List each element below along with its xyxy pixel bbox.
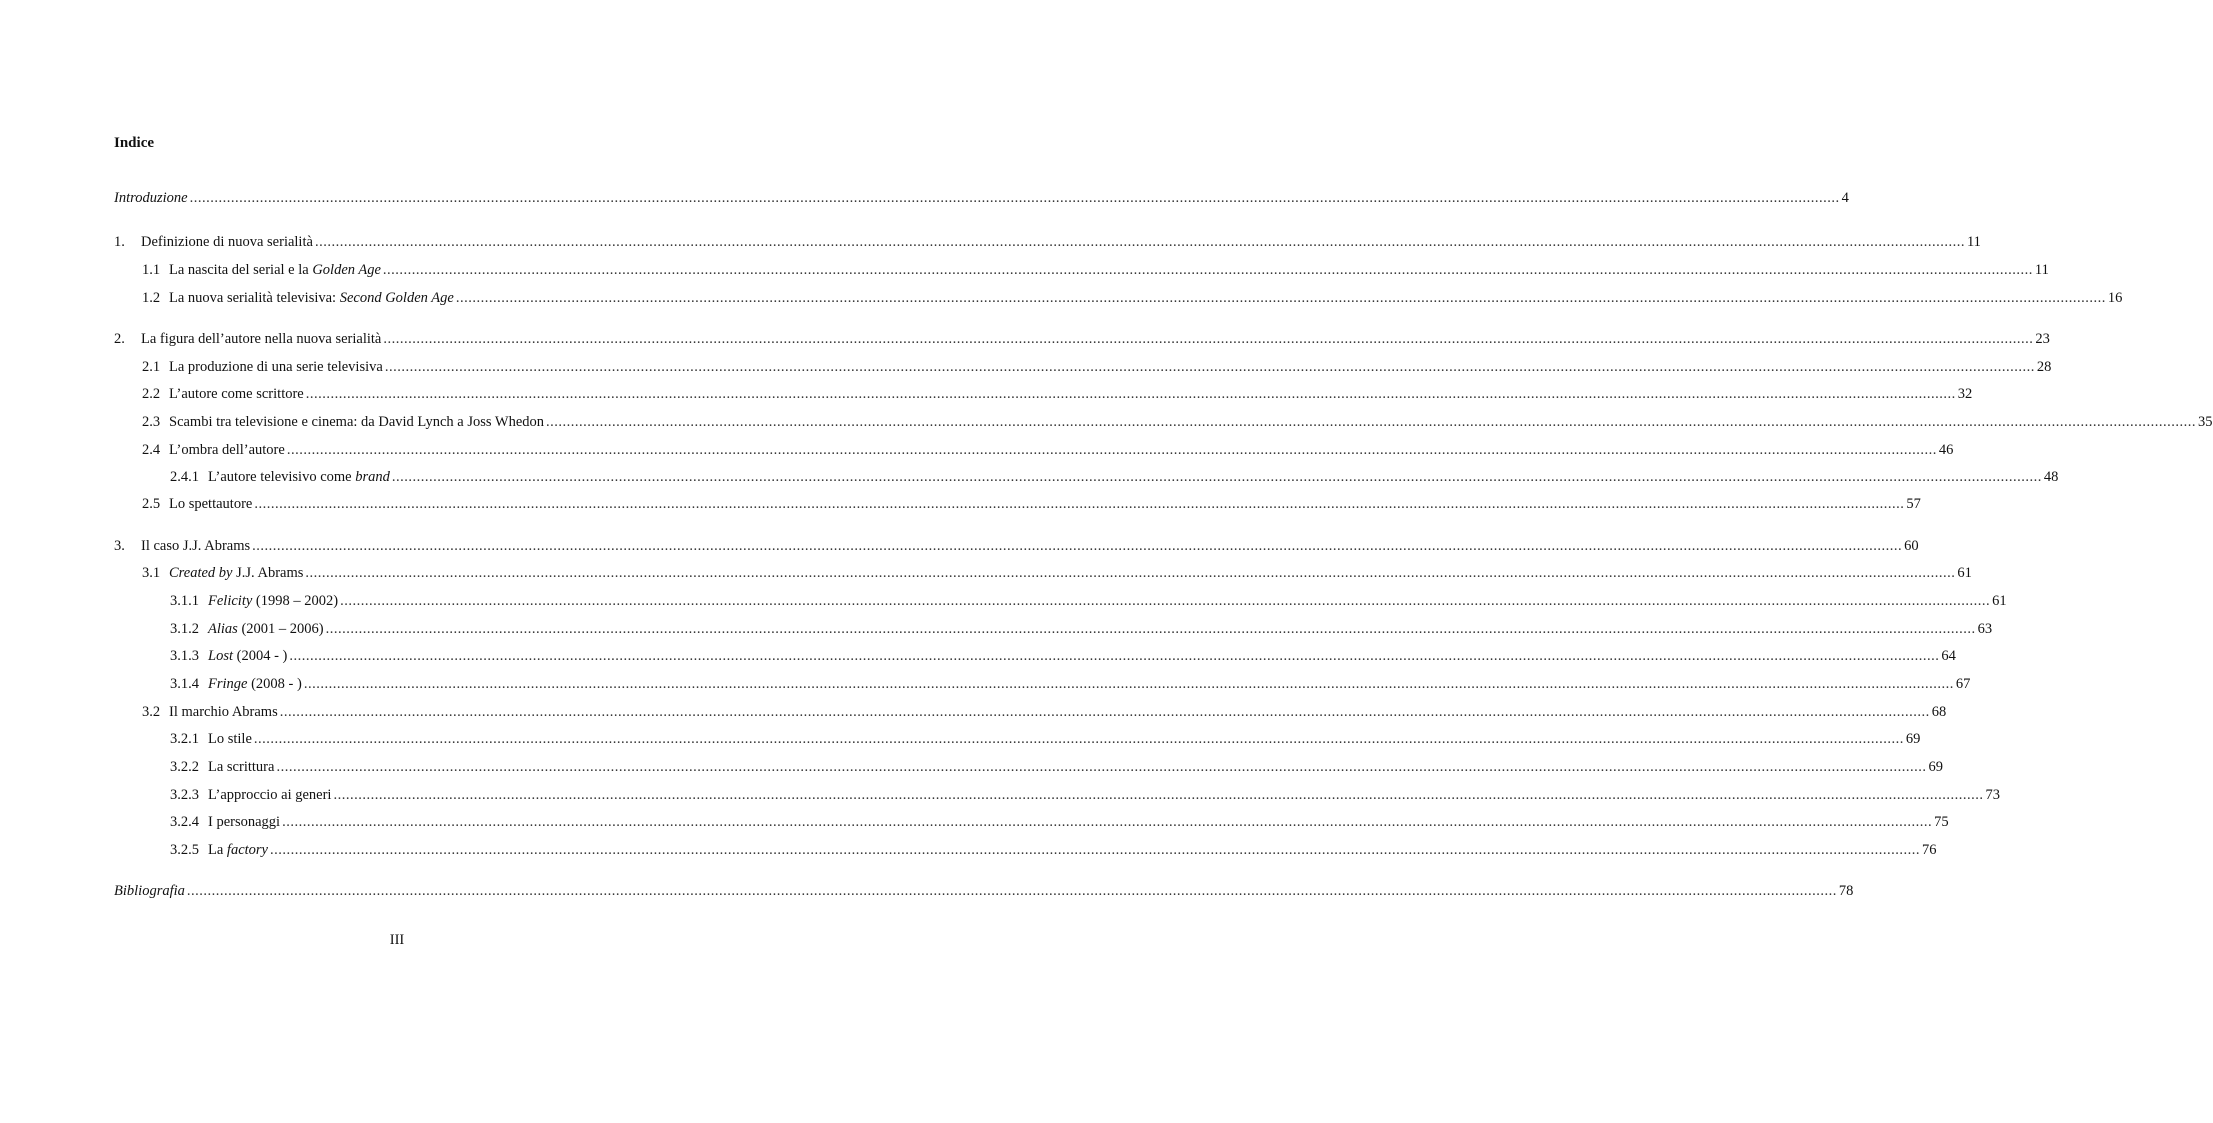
toc-entry-title [141, 536, 250, 556]
toc-entry-number: 3.2.5 [170, 842, 199, 858]
toc-entry-number: 3.2.1 [170, 731, 199, 747]
toc-entry-page: 11 [1966, 234, 1981, 250]
toc-entry-title-part: Definizione di nuova serialità [141, 234, 313, 250]
toc-entry [0, 260, 2049, 280]
toc-entry-title-part: L’approccio ai generi [208, 787, 332, 803]
page-title: Indice [114, 135, 155, 151]
toc-entry-title-part: Fringe [208, 676, 248, 692]
toc-entry-title-part: Golden Age [312, 262, 381, 278]
toc-entry [0, 412, 2213, 432]
toc-entry-title [169, 412, 544, 432]
toc-entry-title [208, 812, 280, 832]
dot-leader: ................................................................................................................................................................................................................................................................................................................................................................................................................ [253, 731, 1904, 747]
toc-entry [0, 702, 1947, 722]
toc-entry-title-part: brand [355, 469, 390, 485]
toc-entry [0, 536, 1919, 556]
toc-entry-title [141, 329, 381, 349]
toc-entry-title [208, 785, 331, 805]
toc-entry-title-part: I personaggi [208, 814, 281, 830]
toc-entry-title-part: Lo spettautore [169, 496, 253, 512]
toc-entry [0, 329, 2050, 349]
toc-entry-page: 16 [2107, 290, 2123, 306]
toc-entry-title [208, 729, 252, 749]
dot-leader: ................................................................................................................................................................................................................................................................................................................................................................................................................ [189, 190, 1840, 206]
toc-entry-number: 3.2.2 [170, 759, 199, 775]
dot-leader: ................................................................................................................................................................................................................................................................................................................................................................................................................ [279, 704, 1930, 720]
toc-entry-number: 3.2.4 [170, 814, 199, 830]
toc-entry-number: 2.1 [142, 359, 161, 375]
toc-entry-title [169, 563, 303, 583]
toc-entry [0, 840, 1937, 860]
toc-entry-title [169, 288, 454, 308]
toc-entry-page: 75 [1934, 814, 1949, 830]
toc-entry-number: 3.1 [142, 565, 161, 581]
toc-entry-title-part: Felicity [208, 593, 253, 609]
toc-entry [0, 812, 1949, 832]
toc-entry-title-part: Scambi tra televisione e cinema: da David Lynch a Joss Whedon [169, 414, 545, 430]
toc-entry [0, 494, 1921, 514]
toc-entry-title [169, 357, 383, 377]
dot-leader: ................................................................................................................................................................................................................................................................................................................................................................................................................ [314, 234, 1965, 250]
dot-leader: ................................................................................................................................................................................................................................................................................................................................................................................................................ [276, 759, 1927, 775]
toc-entry-page: 61 [1992, 593, 2007, 609]
toc-entry [0, 232, 1981, 252]
toc-entry-title-part: L’ombra dell’autore [169, 442, 285, 458]
toc-entry-title-part: La figura dell’autore nella nuova serialità [141, 331, 382, 347]
page-number: III [389, 932, 405, 948]
toc-entry [0, 563, 1972, 583]
dot-leader: ................................................................................................................................................................................................................................................................................................................................................................................................................ [286, 442, 1937, 458]
toc-entry-page: 73 [1985, 787, 2000, 803]
toc-entry-title-part: (2008 - ) [247, 676, 302, 692]
dot-leader: ................................................................................................................................................................................................................................................................................................................................................................................................................ [340, 593, 1991, 609]
toc-entry-page: 67 [1955, 676, 1971, 692]
toc-entry-page: 32 [1957, 386, 1973, 402]
dot-leader: ................................................................................................................................................................................................................................................................................................................................................................................................................ [383, 331, 2034, 347]
dot-leader: ................................................................................................................................................................................................................................................................................................................................................................................................................ [546, 414, 2197, 430]
toc-entry [0, 646, 1956, 666]
toc-entry-page: 23 [2035, 331, 2050, 347]
toc-entry-number: 3.2 [142, 704, 161, 720]
toc-entry-number: 2.5 [142, 496, 161, 512]
toc-entry [0, 881, 1854, 901]
toc-entry [0, 288, 2123, 308]
toc-entry [0, 785, 2000, 805]
toc-entry-title [169, 260, 381, 280]
dot-leader: ................................................................................................................................................................................................................................................................................................................................................................................................................ [303, 676, 1954, 692]
toc-entry-title-part: Il marchio Abrams [169, 704, 278, 720]
dot-leader: ................................................................................................................................................................................................................................................................................................................................................................................................................ [382, 262, 2033, 278]
toc-entry [0, 674, 1971, 694]
toc-entry-title [208, 757, 274, 777]
toc-entry-title-part: Introduzione [114, 190, 188, 206]
toc-entry-title [114, 881, 185, 901]
toc-entry-title-part: (2001 – 2006) [237, 621, 324, 637]
toc-entry-page: 35 [2198, 414, 2213, 430]
toc-entry-page: 69 [1905, 731, 1921, 747]
toc-entry-title [169, 384, 304, 404]
dot-leader: ................................................................................................................................................................................................................................................................................................................................................................................................................ [282, 814, 1933, 830]
toc-entry-title-part: La nascita del serial e la [169, 262, 313, 278]
dot-leader: ................................................................................................................................................................................................................................................................................................................................................................................................................ [254, 496, 1905, 512]
toc-entry-title-part: J.J. Abrams [232, 565, 304, 581]
toc-entry [0, 440, 1954, 460]
toc-entry-title-part: La [208, 842, 227, 858]
toc-entry [0, 357, 2052, 377]
toc-entry [0, 757, 1943, 777]
toc-entry-page: 68 [1931, 704, 1947, 720]
toc-entry-number: 1.1 [142, 262, 161, 278]
toc-entry-number: 2. [114, 331, 125, 347]
toc-entry-title-part: L’autore come scrittore [169, 386, 304, 402]
toc-entry-title [208, 674, 302, 694]
toc-entry-title [114, 188, 188, 208]
toc-entry-number: 3.1.1 [170, 593, 199, 609]
dot-leader: ................................................................................................................................................................................................................................................................................................................................................................................................................ [455, 290, 2106, 306]
toc-entry [0, 729, 1921, 749]
toc-entry-title-part: La produzione di una serie televisiva [169, 359, 383, 375]
toc-entry-number: 3. [114, 538, 125, 554]
dot-leader: ................................................................................................................................................................................................................................................................................................................................................................................................................ [186, 883, 1837, 899]
dot-leader: ................................................................................................................................................................................................................................................................................................................................................................................................................ [333, 787, 1984, 803]
toc-entry-title-part: Created by [169, 565, 233, 581]
toc-entry-title-part: Il caso J.J. Abrams [141, 538, 251, 554]
toc-entry-title [208, 840, 268, 860]
dot-leader: ................................................................................................................................................................................................................................................................................................................................................................................................................ [270, 842, 1920, 858]
toc-entry-title [169, 494, 252, 514]
toc-entry-title-part: La nuova serialità televisiva: [169, 290, 340, 306]
dot-leader: ................................................................................................................................................................................................................................................................................................................................................................................................................ [289, 648, 1940, 664]
toc-entry-title [208, 619, 324, 639]
toc-entry-title-part: Lost [208, 648, 233, 664]
toc-entry-page: 69 [1928, 759, 1943, 775]
dot-leader: ................................................................................................................................................................................................................................................................................................................................................................................................................ [252, 538, 1903, 554]
toc-entry-title-part: factory [226, 842, 268, 858]
toc-entry-title-part: (1998 – 2002) [252, 593, 339, 609]
toc-entry [0, 467, 2059, 487]
toc-entry-title [208, 467, 390, 487]
toc-entry-number: 3.1.2 [170, 621, 199, 637]
toc-entry-title-part: (2004 - ) [233, 648, 288, 664]
toc-entry-title [169, 440, 285, 460]
toc-entry-page: 63 [1977, 621, 1993, 637]
toc-entry-page: 60 [1904, 538, 1919, 554]
toc-entry-page: 28 [2036, 359, 2052, 375]
toc-entry-page: 76 [1922, 842, 1937, 858]
toc-entry-title [208, 591, 338, 611]
toc-entry [0, 384, 1973, 404]
dot-leader: ................................................................................................................................................................................................................................................................................................................................................................................................................ [305, 565, 1956, 581]
toc-entry-number: 1.2 [142, 290, 161, 306]
toc-entry-number: 2.2 [142, 386, 161, 402]
toc-entry-title-part: Second Golden Age [339, 290, 454, 306]
toc-entry-title [208, 646, 287, 666]
toc-entry [0, 188, 1849, 208]
toc-entry-title-part: L’autore televisivo come [208, 469, 356, 485]
toc-entry-page: 78 [1838, 883, 1854, 899]
dot-leader: ................................................................................................................................................................................................................................................................................................................................................................................................................ [305, 386, 1956, 402]
toc-entry-title-part: Alias [208, 621, 238, 637]
toc-entry-page: 11 [2034, 262, 2049, 278]
toc-entry [0, 591, 2007, 611]
toc-entry [0, 619, 1993, 639]
toc-entry-title-part: Lo stile [208, 731, 252, 747]
dot-leader: ................................................................................................................................................................................................................................................................................................................................................................................................................ [391, 469, 2042, 485]
toc-entry-page: 46 [1938, 442, 1954, 458]
toc-entry-page: 4 [1841, 190, 1849, 206]
toc-entry-page: 57 [1906, 496, 1921, 512]
toc-entry-title-part: Bibliografia [114, 883, 185, 899]
dot-leader: ................................................................................................................................................................................................................................................................................................................................................................................................................ [384, 359, 2035, 375]
toc-entry-number: 2.3 [142, 414, 161, 430]
toc-entry-page: 48 [2043, 469, 2059, 485]
toc-entry-title-part: La scrittura [208, 759, 275, 775]
toc-entry-number: 3.1.3 [170, 648, 199, 664]
toc-entry-number: 2.4 [142, 442, 161, 458]
toc-entry-number: 3.1.4 [170, 676, 199, 692]
dot-leader: ................................................................................................................................................................................................................................................................................................................................................................................................................ [325, 621, 1976, 637]
toc-entry-page: 61 [1957, 565, 1972, 581]
toc-entry-number: 3.2.3 [170, 787, 199, 803]
toc-entry-number: 2.4.1 [170, 469, 199, 485]
toc-entry-number: 1. [114, 234, 125, 250]
toc-entry-page: 64 [1941, 648, 1956, 664]
toc-entry-title [141, 232, 313, 252]
toc-entry-title [169, 702, 278, 722]
